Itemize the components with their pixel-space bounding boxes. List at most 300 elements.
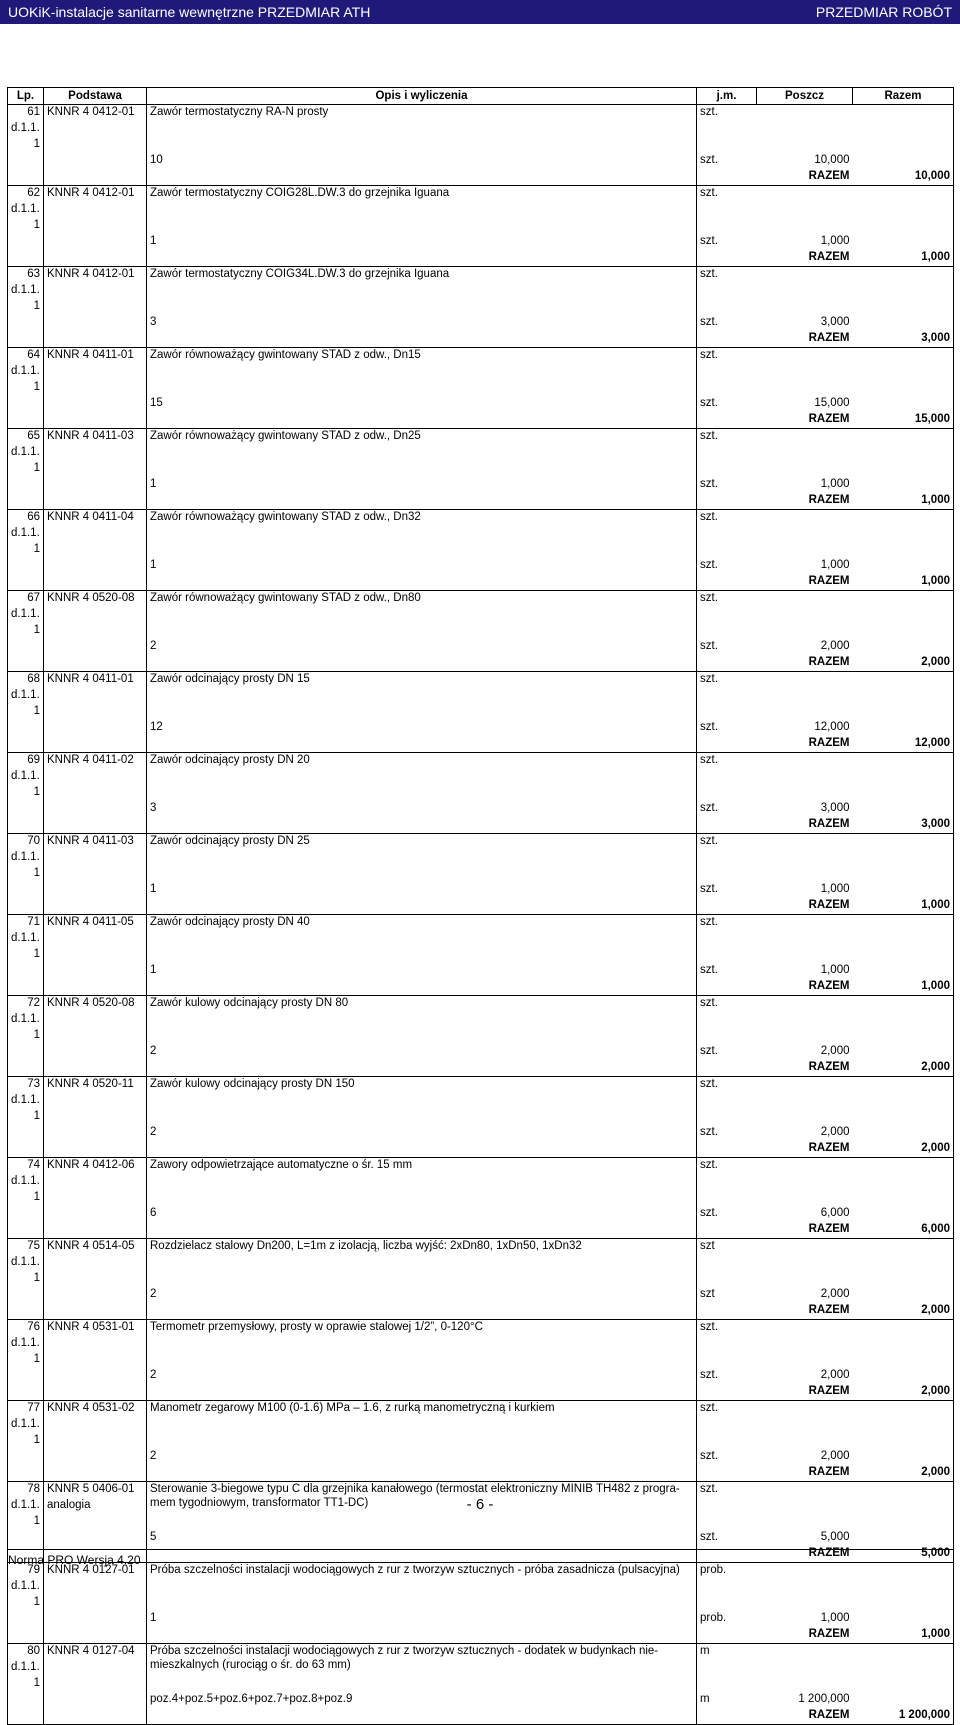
item-podstawa: KNNR 4 0127-04 [44,1644,147,1661]
item-lp-suffix: d.1.1. [8,688,44,704]
item-blank [44,1125,147,1141]
item-blank [757,218,853,234]
col-podstawa: Podstawa [44,88,147,105]
item-blank [147,1303,697,1320]
item-lp-digit: 1 [8,1676,44,1692]
item-blank [757,542,853,558]
item-blank [44,655,147,672]
item-jm: szt [697,1239,757,1256]
item-row [8,1239,954,1256]
item-blank [697,218,757,234]
item-blank [44,250,147,267]
item-blank [697,817,757,834]
calc-jm: szt. [697,396,757,412]
item-row [8,915,954,932]
item-podstawa: KNNR 5 0406-01 [44,1482,147,1499]
calc-row [8,1287,954,1303]
item-blank [147,688,697,704]
item-blank [853,396,954,412]
item-opis: Zawór termostatyczny RA-N prosty [147,105,697,122]
item-blank [44,736,147,753]
item-blank [8,574,44,591]
item-blank [697,1190,757,1206]
item-row [8,1077,954,1094]
razem-row [8,1708,954,1725]
item-blank [853,1012,954,1028]
item-row-sub [8,202,954,218]
calc-row [8,1611,954,1627]
razem-label: RAZEM [757,1222,853,1239]
item-row [8,105,954,122]
item-blank [697,931,757,947]
item-lp-digit: 1 [8,1514,44,1530]
item-blank [44,396,147,412]
razem-value: 2,000 [853,655,954,672]
item-lp-suffix: d.1.1. [8,283,44,299]
item-blank [853,1239,954,1256]
item-blank [147,1012,697,1028]
item-blank [147,898,697,915]
item-row-sub [8,1174,954,1190]
calc-poszcz: 3,000 [820,802,850,814]
calc-poszcz: 6,000 [820,1207,850,1219]
item-blank [8,1044,44,1060]
item-blank [697,1060,757,1077]
item-blank [757,510,853,527]
item-blank [853,1287,954,1303]
calc-poszcz: 1,000 [820,478,850,490]
item-lp-digit: 1 [8,1271,44,1287]
item-blank [697,1384,757,1401]
item-blank [147,1109,697,1125]
item-blank [853,542,954,558]
item-row-sub [8,1336,954,1352]
razem-value: 1 200,000 [853,1708,954,1725]
item-blank [853,1530,954,1546]
item-blank [757,1255,853,1271]
item-blank [44,299,147,315]
razem-row [8,1222,954,1239]
item-lp: 69 [8,753,44,770]
razem-row [8,574,954,591]
razem-row [8,493,954,510]
item-opis: Zawór równoważący gwintowany STAD z odw., Dn25 [147,429,697,446]
item-blank [757,1190,853,1206]
calc-poszcz: 2,000 [820,640,850,652]
item-blank [853,1401,954,1418]
item-row-one [8,947,954,963]
item-lp: 77 [8,1401,44,1418]
item-blank [697,1417,757,1433]
col-jm: j.m. [697,88,757,105]
calc-jm: szt. [697,720,757,736]
item-row-sub [8,1093,954,1109]
item-blank [757,186,853,203]
item-blank [757,1579,853,1595]
item-blank [757,121,853,137]
item-blank [8,1692,44,1708]
item-podstawa: KNNR 4 0411-04 [44,510,147,527]
item-blank [853,299,954,315]
item-lp-suffix: d.1.1. [8,121,44,137]
item-blank [147,1093,697,1109]
item-blank [44,947,147,963]
item-blank [757,1077,853,1094]
razem-row [8,736,954,753]
item-blank [44,979,147,996]
item-lp: 70 [8,834,44,851]
item-blank [147,1028,697,1044]
item-row-one [8,1595,954,1611]
item-blank [8,331,44,348]
item-row [8,672,954,689]
item-blank [44,1384,147,1401]
item-blank [44,1627,147,1644]
item-lp: 76 [8,1320,44,1337]
item-blank [757,202,853,218]
item-blank [853,218,954,234]
item-blank [853,1158,954,1175]
item-blank [853,1417,954,1433]
item-blank [697,979,757,996]
item-blank [147,445,697,461]
item-podstawa-note [44,526,147,542]
item-podstawa: KNNR 4 0411-01 [44,348,147,365]
item-lp-digit: 1 [8,947,44,963]
calc-row [8,1125,954,1141]
item-blank [8,979,44,996]
calc-row [8,1368,954,1384]
item-jm: szt. [697,1320,757,1337]
item-blank [8,639,44,655]
item-blank [147,574,697,591]
item-row-sub [8,445,954,461]
item-opis: Sterowanie 3-biegowe typu C dla grzejnika kanałowego (termostat elektroniczny MINIB TH482 z progra-mem tygodniowym, transformator TT1-DC) [147,1482,697,1515]
calc-poszcz: 12,000 [814,721,850,733]
item-blank [44,412,147,429]
razem-row [8,898,954,915]
item-lp: 71 [8,915,44,932]
razem-label: RAZEM [757,1546,853,1563]
calc-poszcz: 2,000 [820,1288,850,1300]
item-blank [697,364,757,380]
item-blank [757,1028,853,1044]
item-blank [697,493,757,510]
item-blank [44,1514,147,1530]
item-lp: 72 [8,996,44,1013]
razem-row [8,331,954,348]
item-row [8,510,954,527]
razem-row [8,1303,954,1320]
item-blank [44,169,147,186]
razem-label: RAZEM [757,574,853,591]
razem-row [8,1465,954,1482]
item-blank [8,169,44,186]
item-lp-digit: 1 [8,1190,44,1206]
item-blank [44,1287,147,1303]
item-blank [147,704,697,720]
item-blank [853,688,954,704]
item-blank [757,445,853,461]
calc-expression: 1 [147,882,697,898]
item-blank [697,623,757,639]
item-blank [8,250,44,267]
item-row-sub [8,607,954,623]
item-blank [757,834,853,851]
item-jm: szt. [697,186,757,203]
item-row-sub [8,769,954,785]
item-row-one [8,1352,954,1368]
item-lp-digit: 1 [8,1109,44,1125]
item-row-one [8,542,954,558]
item-blank [147,331,697,348]
calc-jm: szt. [697,153,757,169]
item-blank [757,1239,853,1256]
razem-label: RAZEM [757,169,853,186]
item-podstawa: KNNR 4 0520-08 [44,996,147,1013]
calc-expression: 1 [147,1611,697,1627]
item-lp-digit: 1 [8,623,44,639]
item-opis: Próba szczelności instalacji wodociągowych z rur z tworzyw sztucznych - dodatek w budynkach nie-mieszkalnych (rurociąg o śr. do 63 mm) [147,1644,697,1677]
item-blank [853,1077,954,1094]
item-lp: 64 [8,348,44,365]
calc-expression: 15 [147,396,697,412]
razem-label: RAZEM [757,979,853,996]
footer-divider [7,1549,953,1550]
item-opis: Zawory odpowietrzające automatyczne o śr. 15 mm [147,1158,697,1175]
item-row [8,834,954,851]
calc-jm: szt. [697,234,757,250]
razem-value: 2,000 [853,1060,954,1077]
item-blank [853,283,954,299]
item-lp: 62 [8,186,44,203]
item-lp: 73 [8,1077,44,1094]
item-blank [697,1595,757,1611]
item-podstawa-note [44,1336,147,1352]
item-blank [147,283,697,299]
item-lp: 78 [8,1482,44,1499]
razem-label: RAZEM [757,1465,853,1482]
item-blank [697,704,757,720]
item-blank [8,493,44,510]
item-row-one [8,1676,954,1692]
item-opis: Manometr zegarowy M100 (0-1.6) MPa – 1.6, z rurką manometryczną i kurkiem [147,1401,697,1418]
item-blank [697,607,757,623]
item-blank [44,1352,147,1368]
item-podstawa-note [44,1660,147,1676]
item-blank [757,931,853,947]
item-blank [8,1530,44,1546]
razem-label: RAZEM [757,817,853,834]
razem-row [8,1627,954,1644]
item-blank [757,1320,853,1337]
item-blank [853,623,954,639]
calc-poszcz: 15,000 [814,397,850,409]
razem-value: 3,000 [853,817,954,834]
item-blank [697,574,757,591]
calc-expression: 10 [147,153,697,169]
razem-row [8,1060,954,1077]
item-podstawa-note: analogia [44,1498,147,1514]
calc-jm: szt. [697,1530,757,1546]
item-podstawa-note [44,1255,147,1271]
item-blank [697,866,757,882]
item-blank [147,493,697,510]
calc-expression: 2 [147,639,697,655]
item-blank [757,461,853,477]
item-lp-digit: 1 [8,1352,44,1368]
item-row [8,753,954,770]
item-blank [697,1708,757,1725]
item-blank [8,882,44,898]
item-row-sub [8,931,954,947]
calc-jm: prob. [697,1611,757,1627]
calc-row [8,639,954,655]
item-blank [8,234,44,250]
item-row-one [8,785,954,801]
item-blank [757,364,853,380]
item-lp-digit: 1 [8,1433,44,1449]
item-lp-digit: 1 [8,1028,44,1044]
item-blank [853,996,954,1013]
item-blank [853,915,954,932]
item-blank [697,202,757,218]
item-blank [44,639,147,655]
item-opis: Próba szczelności instalacji wodociągowych z rur z tworzyw sztucznych - próba zasadnicza (pulsacyjna) [147,1563,697,1596]
calc-expression: 2 [147,1287,697,1303]
item-blank [44,1109,147,1125]
item-blank [697,1514,757,1530]
item-lp: 63 [8,267,44,284]
item-blank [853,1255,954,1271]
item-blank [44,1611,147,1627]
item-blank [44,1222,147,1239]
item-blank [44,1044,147,1060]
item-blank [8,655,44,672]
item-blank [697,299,757,315]
razem-label: RAZEM [757,1141,853,1158]
item-blank [44,1271,147,1287]
page-number: - 6 - [466,1496,494,1513]
item-blank [697,1336,757,1352]
item-blank [147,623,697,639]
item-blank [8,153,44,169]
calc-row [8,315,954,331]
item-blank [697,1433,757,1449]
item-podstawa-note [44,445,147,461]
calc-jm: szt. [697,315,757,331]
item-blank [147,1174,697,1190]
item-blank [147,1190,697,1206]
item-lp-suffix: d.1.1. [8,1660,44,1676]
calc-poszcz: 10,000 [814,154,850,166]
item-blank [44,493,147,510]
item-row [8,429,954,446]
calc-jm: szt. [697,1449,757,1465]
item-blank [757,283,853,299]
item-blank [147,931,697,947]
item-blank [147,607,697,623]
calc-poszcz: 1,000 [820,1612,850,1624]
calc-jm: m [697,1692,757,1708]
item-blank [147,1433,697,1449]
item-blank [697,542,757,558]
item-blank [757,591,853,608]
item-jm: szt. [697,1482,757,1499]
col-lp: Lp. [8,88,44,105]
item-podstawa: KNNR 4 0412-01 [44,267,147,284]
item-blank [853,882,954,898]
item-podstawa-note [44,769,147,785]
razem-label: RAZEM [757,1384,853,1401]
item-blank [853,1271,954,1287]
item-blank [853,186,954,203]
item-podstawa: KNNR 4 0411-01 [44,672,147,689]
item-lp-suffix: d.1.1. [8,769,44,785]
item-blank [8,1384,44,1401]
item-blank [44,704,147,720]
calc-jm: szt. [697,477,757,493]
item-row-one [8,380,954,396]
calc-jm: szt. [697,1368,757,1384]
item-blank [147,1384,697,1401]
razem-value: 3,000 [853,331,954,348]
item-podstawa: KNNR 4 0520-08 [44,591,147,608]
item-blank [853,558,954,574]
item-row-one [8,218,954,234]
item-blank [697,1255,757,1271]
razem-value: 2,000 [853,1465,954,1482]
item-blank [147,866,697,882]
razem-label: RAZEM [757,1627,853,1644]
item-blank [853,591,954,608]
razem-label: RAZEM [757,1060,853,1077]
item-blank [8,720,44,736]
item-blank [147,1676,697,1692]
item-blank [147,121,697,137]
calc-jm: szt [697,1287,757,1303]
item-lp: 68 [8,672,44,689]
razem-label: RAZEM [757,493,853,510]
col-razem: Razem [853,88,954,105]
item-lp-suffix: d.1.1. [8,1579,44,1595]
item-blank [44,623,147,639]
item-podstawa-note [44,1093,147,1109]
calc-expression: 1 [147,558,697,574]
item-blank [697,380,757,396]
item-blank [147,1514,697,1530]
razem-label: RAZEM [757,412,853,429]
item-blank [853,348,954,365]
item-blank [757,1433,853,1449]
item-blank [44,1060,147,1077]
item-blank [853,1368,954,1384]
item-blank [44,1206,147,1222]
calc-expression: 1 [147,234,697,250]
item-blank [853,364,954,380]
item-blank [697,169,757,186]
item-blank [147,1060,697,1077]
item-lp-digit: 1 [8,380,44,396]
item-blank [44,1530,147,1546]
item-row [8,348,954,365]
table-header-row [8,88,954,105]
item-blank [853,931,954,947]
item-row-one [8,1271,954,1287]
item-podstawa-note [44,1174,147,1190]
item-opis: Zawór równoważący gwintowany STAD z odw., Dn15 [147,348,697,365]
item-jm: szt. [697,1077,757,1094]
